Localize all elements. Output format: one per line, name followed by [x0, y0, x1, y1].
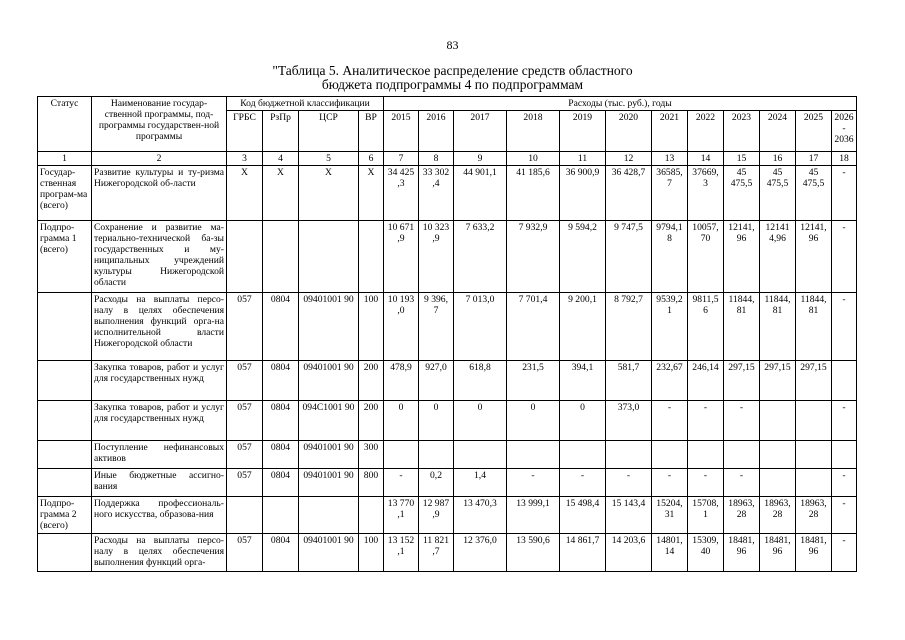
row-vr: 200 [359, 401, 384, 441]
row-rzpr [263, 221, 299, 293]
row-rzpr: 0804 [263, 534, 299, 572]
row-csr [299, 497, 359, 534]
table-row [38, 401, 857, 441]
row-value: 15204, 31 [652, 497, 688, 534]
row-rzpr: 0804 [263, 441, 299, 469]
row-value: - [832, 469, 857, 497]
row-value: - [652, 469, 688, 497]
row-value: 18481, 96 [760, 534, 796, 572]
row-name: Развитие культуры и ту-ризма Нижегородской об-ласти [92, 166, 227, 221]
row-value: 0 [384, 401, 419, 441]
column-number: 8 [419, 152, 454, 166]
column-number: 9 [454, 152, 507, 166]
row-vr: 100 [359, 293, 384, 361]
row-value [760, 441, 796, 469]
row-grbs: 057 [227, 534, 263, 572]
row-value [419, 441, 454, 469]
row-value: 33 302 ,4 [419, 166, 454, 221]
row-grbs [227, 221, 263, 293]
row-value: 12141 4,96 [760, 221, 796, 293]
column-number: 1 [38, 152, 92, 166]
row-value: 15708, 1 [688, 497, 724, 534]
row-vr: 300 [359, 441, 384, 469]
row-value [652, 441, 688, 469]
header-year: 2022 [688, 111, 724, 152]
row-name: Иные бюджетные ассигно-вания [92, 469, 227, 497]
row-value: 0 [454, 401, 507, 441]
row-value: 0 [560, 401, 606, 441]
row-value: 12 376,0 [454, 534, 507, 572]
row-value: 9811,5 6 [688, 293, 724, 361]
table-row [38, 221, 857, 293]
header-vr: ВР [359, 111, 384, 152]
row-status: Подпро-грамма 1 (всего) [38, 221, 92, 293]
row-value [832, 361, 857, 401]
row-csr: 09401001 90 [299, 361, 359, 401]
row-value: 36 900,9 [560, 166, 606, 221]
row-vr: 200 [359, 361, 384, 401]
row-value: 18963, 28 [796, 497, 832, 534]
row-value: 10 671 ,9 [384, 221, 419, 293]
row-value: 927,0 [419, 361, 454, 401]
row-value: - [832, 166, 857, 221]
column-number: 7 [384, 152, 419, 166]
row-value: 0 [507, 401, 560, 441]
row-value: - [832, 401, 857, 441]
table-row [38, 441, 857, 469]
row-value: 12141, 96 [796, 221, 832, 293]
table-row [38, 361, 857, 401]
row-status [38, 361, 92, 401]
row-status [38, 293, 92, 361]
row-name: Расходы на выплаты персо-налу в целях обеспечения выполнения функций орга-на исполнительной власти Нижегородской области [92, 293, 227, 361]
header-expense-group: Расходы (тыс. руб.), годы [384, 97, 857, 111]
row-status [38, 401, 92, 441]
column-number: 15 [724, 152, 760, 166]
row-value [384, 441, 419, 469]
row-rzpr: 0804 [263, 401, 299, 441]
row-value: 9794,1 8 [652, 221, 688, 293]
row-value: 246,14 [688, 361, 724, 401]
row-value [454, 441, 507, 469]
row-value: 9 747,5 [606, 221, 652, 293]
header-rzpr: РзПр [263, 111, 299, 152]
row-value [724, 441, 760, 469]
row-value [796, 401, 832, 441]
column-number: 12 [606, 152, 652, 166]
table-row [38, 293, 857, 361]
row-grbs: 057 [227, 441, 263, 469]
row-value: 14801, 14 [652, 534, 688, 572]
row-status [38, 469, 92, 497]
row-value: 11844, 81 [796, 293, 832, 361]
row-value: 7 013,0 [454, 293, 507, 361]
row-name: Сохранение и развитие ма-териально-технической ба-зы государственных и му-ниципальных учреждений культуры Нижегородской области [92, 221, 227, 293]
row-value: 373,0 [606, 401, 652, 441]
row-value [507, 441, 560, 469]
row-value [760, 401, 796, 441]
row-grbs: Х [227, 166, 263, 221]
row-value: - [832, 293, 857, 361]
row-value: 14 203,6 [606, 534, 652, 572]
row-value: 297,15 [724, 361, 760, 401]
row-value: 297,15 [796, 361, 832, 401]
row-value: - [688, 401, 724, 441]
row-grbs: 057 [227, 469, 263, 497]
row-value: 45 475,5 [760, 166, 796, 221]
table-body [38, 97, 857, 572]
column-number: 6 [359, 152, 384, 166]
column-number-row [38, 152, 857, 166]
header-year: 2020 [606, 111, 652, 152]
header-name: Наименование государ-ственной программы, под-программы государствен-ной программы [92, 97, 227, 152]
row-value: 0,2 [419, 469, 454, 497]
row-value: 9 594,2 [560, 221, 606, 293]
title-line-1: "Таблица 5. Аналитическое распределение средств областного [272, 63, 633, 78]
row-value: 231,5 [507, 361, 560, 401]
row-value: 9 396, 7 [419, 293, 454, 361]
row-value: 18481, 96 [796, 534, 832, 572]
row-value: - [832, 497, 857, 534]
column-number: 2 [92, 152, 227, 166]
header-year: 2025 [796, 111, 832, 152]
row-value: 11844, 81 [724, 293, 760, 361]
row-grbs [227, 497, 263, 534]
row-value: 581,7 [606, 361, 652, 401]
page-number: 83 [446, 38, 459, 52]
header-csr: ЦСР [299, 111, 359, 152]
row-status: Государ-ственная програм-ма (всего) [38, 166, 92, 221]
column-number: 18 [832, 152, 857, 166]
row-rzpr: Х [263, 166, 299, 221]
row-vr: 100 [359, 534, 384, 572]
header-year: 2023 [724, 111, 760, 152]
row-grbs: 057 [227, 361, 263, 401]
row-status [38, 441, 92, 469]
row-status [38, 534, 92, 572]
row-value: 13 999,1 [507, 497, 560, 534]
row-value: 15 143,4 [606, 497, 652, 534]
header-code-group: Код бюджетной классификации [227, 97, 384, 111]
row-name: Расходы на выплаты персо-налу в целях обеспечения выполнения функций орга- [92, 534, 227, 572]
row-value: - [724, 469, 760, 497]
header-year: 2015 [384, 111, 419, 152]
row-value: 13 590,6 [507, 534, 560, 572]
row-value: 34 425 ,3 [384, 166, 419, 221]
row-value: 12 987 ,9 [419, 497, 454, 534]
row-value: 12141, 96 [724, 221, 760, 293]
header-year: 2018 [507, 111, 560, 152]
row-value: - [832, 221, 857, 293]
row-rzpr [263, 497, 299, 534]
column-number: 13 [652, 152, 688, 166]
title-line-2: бюджета подпрограммы 4 по подпрограммам [321, 77, 584, 92]
column-number: 5 [299, 152, 359, 166]
row-vr: 800 [359, 469, 384, 497]
row-value [796, 441, 832, 469]
column-number: 10 [507, 152, 560, 166]
row-value: - [560, 469, 606, 497]
header-year: 2026 - 2036 [832, 111, 857, 152]
row-value: 45 475,5 [796, 166, 832, 221]
row-value [606, 441, 652, 469]
row-rzpr: 0804 [263, 293, 299, 361]
row-csr: Х [299, 166, 359, 221]
column-number: 17 [796, 152, 832, 166]
row-value: 297,15 [760, 361, 796, 401]
budget-table [37, 96, 857, 572]
table-row [38, 534, 857, 572]
row-csr [299, 221, 359, 293]
row-value [688, 441, 724, 469]
row-csr: 09401001 90 [299, 469, 359, 497]
row-value: 45 475,5 [724, 166, 760, 221]
table-row [38, 166, 857, 221]
row-value: - [652, 401, 688, 441]
row-value: - [724, 401, 760, 441]
table-row [38, 497, 857, 534]
row-value: 7 633,2 [454, 221, 507, 293]
header-year: 2024 [760, 111, 796, 152]
row-csr: 094С1001 90 [299, 401, 359, 441]
row-value: 44 901,1 [454, 166, 507, 221]
header-year: 2017 [454, 111, 507, 152]
row-value [560, 441, 606, 469]
row-value: 8 792,7 [606, 293, 652, 361]
row-status: Подпро-грамма 2 (всего) [38, 497, 92, 534]
row-rzpr: 0804 [263, 469, 299, 497]
row-csr: 09401001 90 [299, 534, 359, 572]
row-value: 0 [419, 401, 454, 441]
row-value: 9539,2 1 [652, 293, 688, 361]
row-value: 9 200,1 [560, 293, 606, 361]
row-value: - [832, 534, 857, 572]
table-row [38, 469, 857, 497]
row-value: 478,9 [384, 361, 419, 401]
row-value: 11844, 81 [760, 293, 796, 361]
row-value: 232,67 [652, 361, 688, 401]
row-value [796, 469, 832, 497]
row-value: 13 470,3 [454, 497, 507, 534]
row-value: 10 193 ,0 [384, 293, 419, 361]
row-rzpr: 0804 [263, 361, 299, 401]
row-value: 7 932,9 [507, 221, 560, 293]
row-grbs: 057 [227, 401, 263, 441]
row-value: 18481, 96 [724, 534, 760, 572]
row-value: 618,8 [454, 361, 507, 401]
column-number: 14 [688, 152, 724, 166]
header-year: 2019 [560, 111, 606, 152]
row-value [760, 469, 796, 497]
row-vr: Х [359, 166, 384, 221]
row-value: 37669, 3 [688, 166, 724, 221]
header-grbs: ГРБС [227, 111, 263, 152]
row-name: Закупка товаров, работ и услуг для государственных нужд [92, 361, 227, 401]
row-value: - [606, 469, 652, 497]
row-value: 10057, 70 [688, 221, 724, 293]
row-value [832, 441, 857, 469]
row-value: 14 861,7 [560, 534, 606, 572]
row-value: - [384, 469, 419, 497]
row-value: - [507, 469, 560, 497]
row-vr [359, 221, 384, 293]
row-name: Закупка товаров, работ и услуг для государственных нужд [92, 401, 227, 441]
row-value: 15309, 40 [688, 534, 724, 572]
row-csr: 09401001 90 [299, 293, 359, 361]
row-value: 36 428,7 [606, 166, 652, 221]
header-status: Статус [38, 97, 92, 152]
column-number: 3 [227, 152, 263, 166]
row-value: 1,4 [454, 469, 507, 497]
column-number: 11 [560, 152, 606, 166]
row-csr: 09401001 90 [299, 441, 359, 469]
row-value: 394,1 [560, 361, 606, 401]
row-grbs: 057 [227, 293, 263, 361]
row-value: 41 185,6 [507, 166, 560, 221]
row-value: - [688, 469, 724, 497]
row-value: 13 152 ,1 [384, 534, 419, 572]
column-number: 16 [760, 152, 796, 166]
row-value: 36585, 7 [652, 166, 688, 221]
row-value: 13 770 ,1 [384, 497, 419, 534]
row-name: Поддержка профессиональ-ного искусства, образова-ния [92, 497, 227, 534]
row-value: 10 323 ,9 [419, 221, 454, 293]
header-year: 2016 [419, 111, 454, 152]
row-value: 18963, 28 [760, 497, 796, 534]
row-name: Поступление нефинансовых активов [92, 441, 227, 469]
table-title [0, 64, 905, 92]
column-number: 4 [263, 152, 299, 166]
row-value: 11 821 ,7 [419, 534, 454, 572]
row-value: 18963, 28 [724, 497, 760, 534]
row-value: 7 701,4 [507, 293, 560, 361]
row-vr [359, 497, 384, 534]
row-value: 15 498,4 [560, 497, 606, 534]
header-year: 2021 [652, 111, 688, 152]
